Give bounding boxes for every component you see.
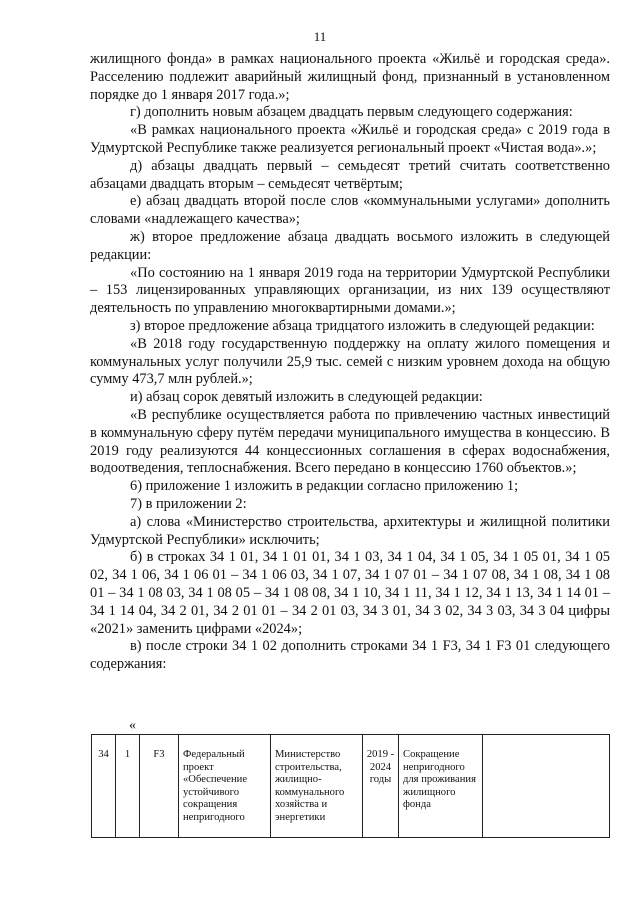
paragraph: «По состоянию на 1 января 2019 года на территории Удмуртской Республики – 153 лицензированных управляющих организации, из них 139 осуществляют деятельность по управлению многоквартирными домами.»; xyxy=(90,264,610,317)
paragraph: 6) приложение 1 изложить в редакции согласно приложению 1; xyxy=(130,478,519,495)
cell-subprogram: 1 xyxy=(116,735,140,838)
paragraph: а) слова «Министерство строительства, архитектуры и жилищной политики Удмуртской Республики» исключить; xyxy=(90,513,610,548)
paragraph: «В рамках национального проекта «Жильё и городская среда» с 2019 года в Удмуртской Республике также реализуется региональный проект «Чистая вода».»; xyxy=(90,122,610,156)
cell-name: Федеральный проект «Обеспечение устойчивого сокращения непригодного xyxy=(179,735,271,838)
paragraph: и) абзац сорок девятый изложить в следующей редакции: xyxy=(130,389,483,406)
opening-quote: « xyxy=(129,718,136,733)
paragraph: в) после строки 34 1 02 дополнить строками 34 1 F3, 34 1 F3 01 следующего содержания: xyxy=(90,638,610,673)
cell-result: Сокращение непригодного для проживания жилищного фонда xyxy=(399,735,483,838)
paragraph: з) второе предложение абзаца тридцатого изложить в следующей редакции: xyxy=(130,317,595,334)
cell-notes xyxy=(483,735,610,838)
cell-period: 2019 - 2024 годы xyxy=(363,735,399,838)
paragraph: б) в строках 34 1 01, 34 1 01 01, 34 1 03, 34 1 04, 34 1 05, 34 1 05 01, 34 1 05 02, 34 1 06, 34 1 06 01 – 34 1 06 03, 34 1 07, 34 1 07 01 – 34 1 07 08, 34 1 08, 34 1 08 01 – 34 1 08 03, 34 1 08 05 – 34 1 08 08, 34 1 10, 34 1 11, 34 1 12, 34 1 13, 34 1 14 01 – 34 1 14 04, 34 2 01, 34 2 01 01 – 34 2 01 03, 34 3 01, 34 3 02, 34 3 03, 34 3 04 цифры «2021» заменить цифрами «2024»; xyxy=(90,549,610,637)
paragraph: жилищного фонда» в рамках национального проекта «Жильё и городская среда». Расселению подлежит аварийный жилищный фонд, признанный в установленном порядке до 1 января 2017 года.»; xyxy=(90,51,610,103)
appendix-table xyxy=(91,734,610,838)
paragraph: «В республике осуществляется работа по привлечению частных инвестиций в коммунальную сферу путём передачи муниципального имущества в концессию. В 2019 году реализуются 44 концессионных соглашения в сферах водоснабжения, водоотведения, теплоснабжения. Всего передано в концессию 1760 объектов.»; xyxy=(90,406,610,477)
document-body xyxy=(90,51,610,674)
cell-program: 34 xyxy=(92,735,116,838)
paragraph: д) абзацы двадцать первый – семьдесят третий считать соответственно абзацами двадцать вторым – семьдесят четвёртым; xyxy=(90,157,610,192)
paragraph: ж) второе предложение абзаца двадцать восьмого изложить в следующей редакции: xyxy=(90,228,610,263)
paragraph: 7) в приложении 2: xyxy=(130,495,247,512)
table-row xyxy=(92,735,610,838)
paragraph: г) дополнить новым абзацем двадцать первым следующего содержания: xyxy=(130,104,573,121)
paragraph: е) абзац двадцать второй после слов «коммунальными услугами» дополнить словами «надлежащего качества»; xyxy=(90,193,610,228)
cell-executor: Министерство строительства, жилищно-коммунального хозяйства и энергетики xyxy=(271,735,363,838)
cell-code: F3 xyxy=(140,735,179,838)
page-number: 11 xyxy=(313,29,327,44)
paragraph: «В 2018 году государственную поддержку на оплату жилого помещения и коммунальных услуг получили 25,9 тыс. семей с низким уровнем дохода на общую сумму 473,7 млн рублей.»; xyxy=(90,335,610,388)
